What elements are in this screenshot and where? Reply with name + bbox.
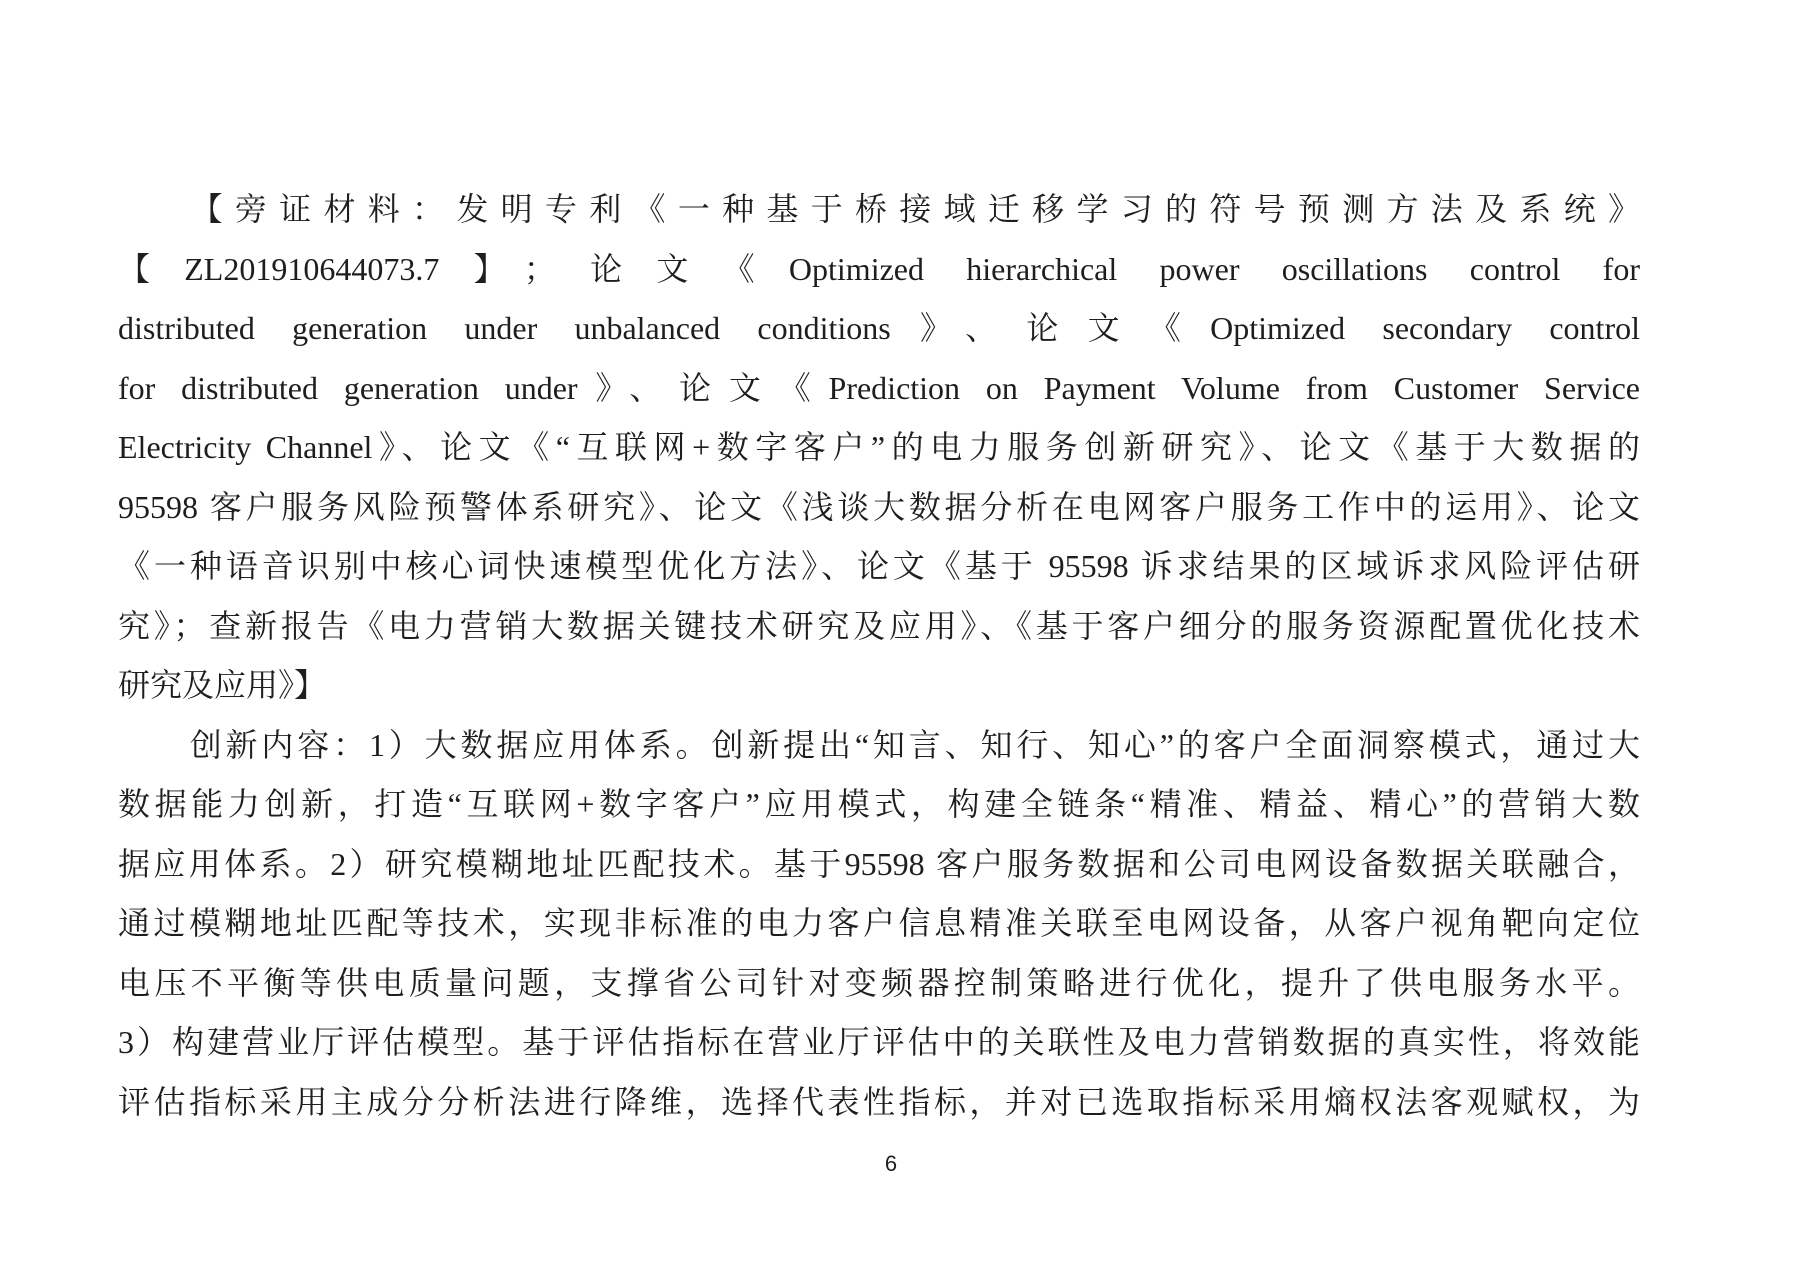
text-line: 数据能力创新，打造“互联网+数字客户”应用模式，构建全链条“精准、精益、精心”的营销大数: [118, 786, 1640, 822]
text-line: 【旁证材料：发明专利《一种基于桥接域迁移学习的符号预测方法及系统》: [118, 191, 1640, 227]
text-line: 通过模糊地址匹配等技术，实现非标准的电力客户信息精准关联至电网设备，从客户视角靶向定位: [118, 905, 1640, 941]
text-line: 据应用体系。2）研究模糊地址匹配技术。基于95598 客户服务数据和公司电网设备数据关联融合，: [118, 845, 1640, 882]
text-line: 《一种语音识别中核心词快速模型优化方法》、论文《基于 95598 诉求结果的区域诉求风险评估研: [118, 548, 1640, 584]
text-line: Electricity Channel》、论文《“互联网+数字客户”的电力服务创新研究》、论文《基于大数据的: [118, 429, 1640, 465]
text-line: for distributed generation under》、论文《Prediction on Payment Volume from Customer Service: [118, 369, 1640, 406]
text-line: 电压不平衡等供电质量问题，支撑省公司针对变频器控制策略进行优化，提升了供电服务水平。: [118, 964, 1640, 1001]
page-footer: [130, 1150, 1652, 1178]
text-line: 创新内容：1）大数据应用体系。创新提出“知言、知行、知心”的客户全面洞察模式，通过大: [118, 726, 1640, 763]
text-line: 【ZL201910644073.7】；论文《Optimized hierarchical power oscillations control for: [118, 250, 1640, 287]
document-text: [118, 180, 1640, 1132]
text-line: 评估指标采用主成分分析法进行降维，选择代表性指标，并对已选取指标采用熵权法客观赋权，为: [118, 1083, 1640, 1120]
page-number: 6: [884, 1151, 898, 1176]
text-line: 研究及应用》】: [118, 667, 327, 703]
text-line: 3）构建营业厅评估模型。基于评估指标在营业厅评估中的关联性及电力营销数据的真实性，将效能: [118, 1024, 1640, 1060]
text-line: distributed generation under unbalanced conditions》、论文《Optimized secondary control: [118, 310, 1640, 346]
text-line: 95598 客户服务风险预警体系研究》、论文《浅谈大数据分析在电网客户服务工作中的运用》、论文: [118, 488, 1640, 525]
text-line: 究》；查新报告《电力营销大数据关键技术研究及应用》、《基于客户细分的服务资源配置优化技术: [118, 607, 1640, 644]
